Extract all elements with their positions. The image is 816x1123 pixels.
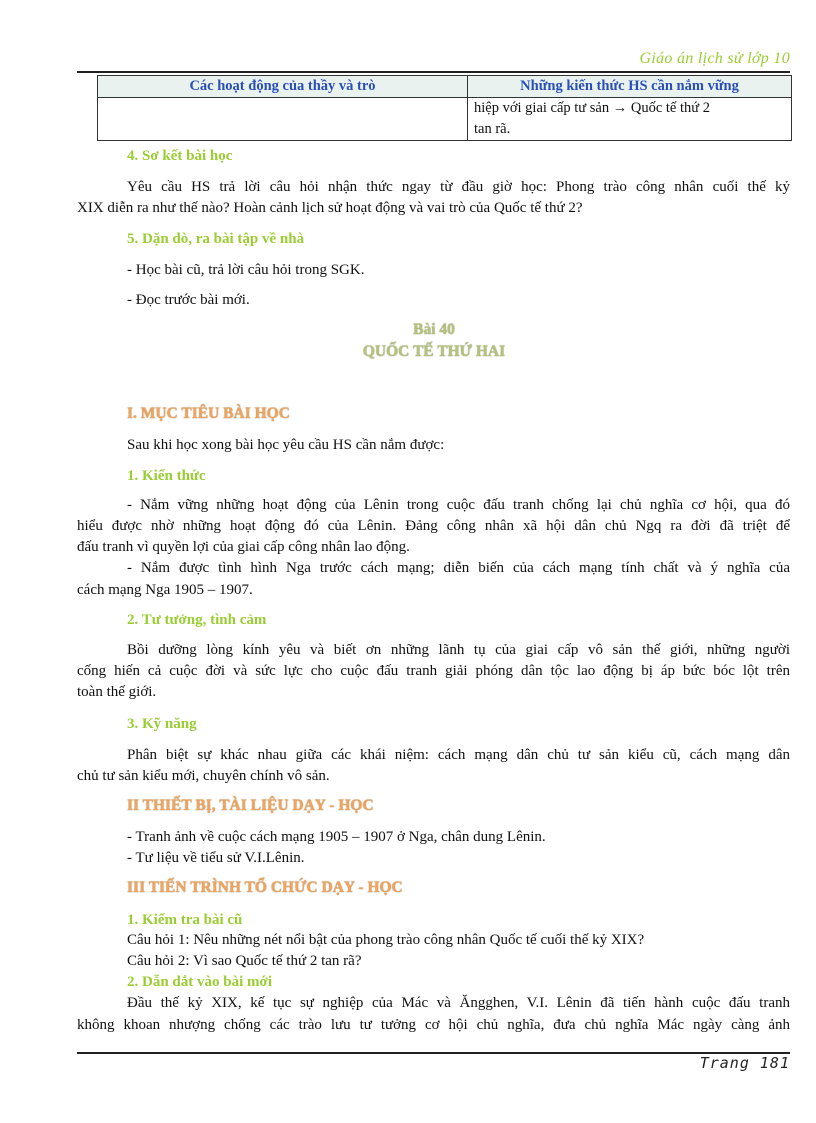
paragraph-line: Phân biệt sự khác nhau giữa các khái niệm: cách mạng dân chủ tư sản kiểu cũ, cách mạng dân: [127, 747, 790, 763]
table-header-knowledge: Những kiến thức HS cần nắm vững: [468, 76, 792, 98]
skills-heading: 3. Kỹ năng: [127, 716, 197, 732]
knowledge-heading: 1. Kiến thức: [127, 468, 206, 484]
lesson-number: Bài 40: [413, 321, 455, 338]
paragraph-line: XIX diễn ra như thế nào? Hoàn cảnh lịch sử hoạt động và vai trò của Quốc tế thứ 2?: [77, 200, 583, 216]
header-rule: [77, 71, 790, 73]
intro-heading: 2. Dẫn dắt vào bài mới: [127, 974, 272, 990]
section-5-heading: 5. Dặn dò, ra bài tập về nhà: [127, 231, 305, 247]
paragraph-line: cách mạng Nga 1905 – 1907.: [77, 582, 253, 598]
paragraph-line: - Nắm được tình hình Nga trước cách mạng; diễn biến của cách mạng tính chất và ý nghĩa của: [127, 560, 790, 576]
knowledge-table: [97, 75, 792, 141]
section-4-heading: 4. Sơ kết bài học: [127, 148, 233, 164]
header-title: Giáo án lịch sử lớp 10: [639, 50, 790, 67]
part-1-heading: I. MỤC TIÊU BÀI HỌC: [127, 405, 290, 422]
paragraph-line: Yêu cầu HS trả lời câu hỏi nhận thức ngay từ đầu giờ học: Phong trào công nhân cuối thế kỷ: [127, 179, 790, 195]
check-heading: 1. Kiểm tra bài cũ: [127, 912, 243, 928]
table-cell-activities: [98, 98, 468, 141]
paragraph-line: - Nắm vững những hoạt động của Lênin trong cuộc đấu tranh chống lại chủ nghĩa cơ hội, qua đó: [127, 497, 790, 513]
paragraph-line: chủ tư sản kiểu mới, chuyên chính vô sản.: [77, 768, 330, 784]
list-item: - Tranh ảnh về cuộc cách mạng 1905 – 1907 ở Nga, chân dung Lênin.: [127, 829, 546, 845]
paragraph-line: Bồi dưỡng lòng kính yêu và biết ơn những lãnh tụ của giai cấp vô sản thế giới, những người: [127, 642, 790, 658]
part-2-heading: II THIẾT BỊ, TÀI LIỆU DẠY - HỌC: [127, 797, 374, 814]
table-cell-line: tan rã.: [474, 121, 511, 137]
attitude-heading: 2. Tư tưởng, tình cảm: [127, 612, 267, 628]
part-3-heading: III TIẾN TRÌNH TỔ CHỨC DẠY - HỌC: [127, 879, 403, 896]
paragraph-line: hiểu được nhờ những hoạt động đó của Lênin. Đảng công nhân xã hội dân chủ Ngq ra đời đã triệt để: [77, 518, 790, 534]
table-header-row: [98, 76, 792, 98]
list-item: - Tư liệu về tiểu sử V.I.Lênin.: [127, 850, 305, 866]
table-cell-line: hiệp với giai cấp tư sản → Quốc tế thứ 2: [474, 100, 711, 116]
paragraph-line: Sau khi học xong bài học yêu cầu HS cần nắm được:: [127, 437, 445, 453]
table-cell-knowledge: [468, 98, 792, 141]
paragraph-line: không khoan nhượng chống các trào lưu tư tưởng cơ hội chủ nghĩa, đưa chủ nghĩa Mác ngày càng ảnh: [77, 1017, 790, 1033]
footer-rule: [77, 1052, 790, 1054]
list-item: - Học bài cũ, trả lời câu hỏi trong SGK.: [127, 262, 365, 278]
question-item: Câu hỏi 2: Vì sao Quốc tế thứ 2 tan rã?: [127, 953, 362, 969]
table-row: [98, 98, 792, 141]
lesson-title: QUỐC TẾ THỨ HAI: [362, 343, 506, 360]
question-item: Câu hỏi 1: Nêu những nét nổi bật của phong trào công nhân Quốc tế cuối thế kỷ XIX?: [127, 932, 645, 948]
paragraph-line: đấu tranh vì quyền lợi của giai cấp công nhân lao động.: [77, 539, 410, 555]
page-number: Trang 181: [699, 1054, 790, 1072]
table-header-activities: Các hoạt động của thầy và trò: [98, 76, 468, 98]
paragraph-line: cống hiến cả cuộc đời và sức lực cho cuộc đấu tranh giải phóng dân tộc lao động bị áp bức bóc lột trên: [77, 663, 790, 679]
paragraph-line: Đầu thế kỷ XIX, kế tục sự nghiệp của Mác và Ăngghen, V.I. Lênin đã tiến hành cuộc đấu tranh: [127, 995, 790, 1011]
paragraph-line: toàn thế giới.: [77, 684, 157, 700]
list-item: - Đọc trước bài mới.: [127, 292, 250, 308]
